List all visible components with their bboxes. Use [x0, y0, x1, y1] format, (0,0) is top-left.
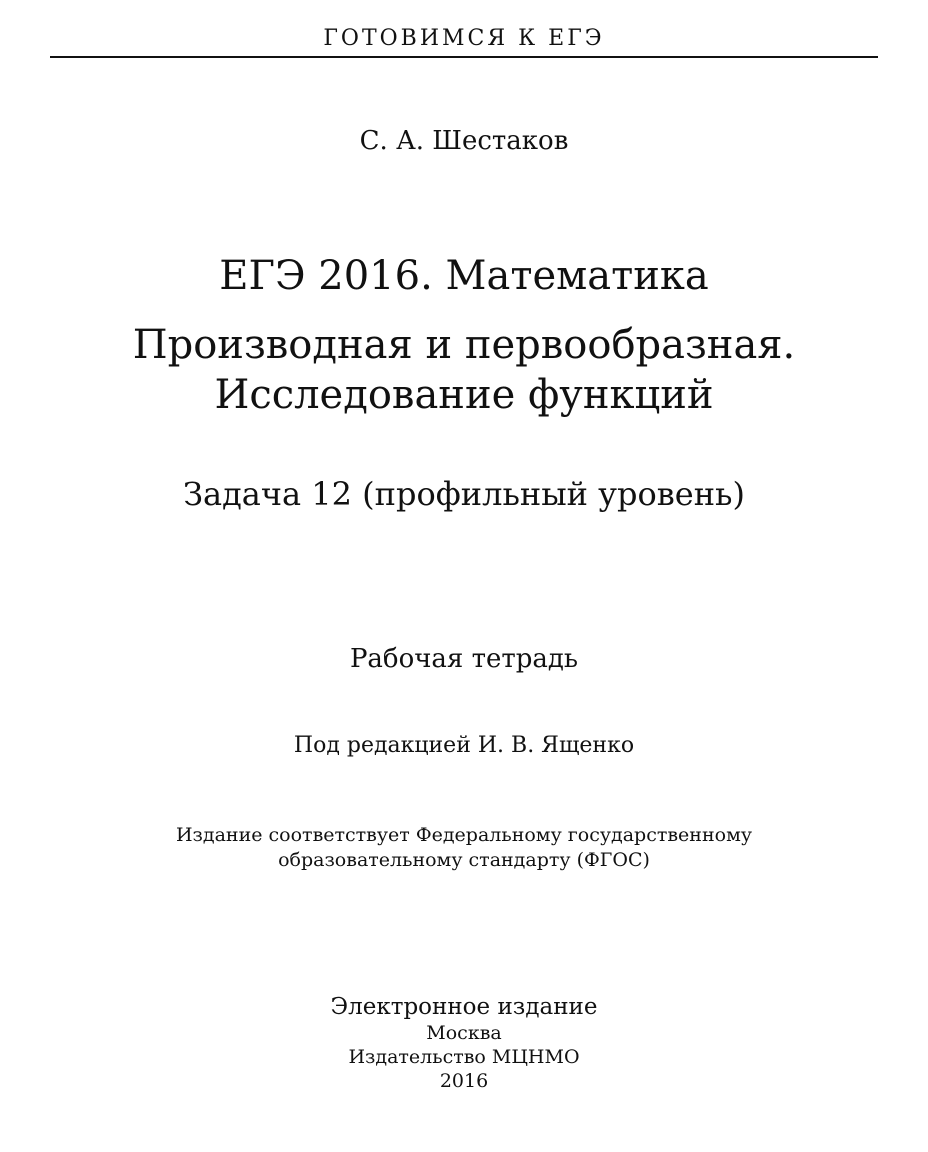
- header-divider: [50, 56, 878, 58]
- compliance-line-2: образовательному стандарту (ФГОС): [278, 849, 650, 871]
- publication-year: 2016: [439, 1070, 489, 1092]
- subtitle-line-2: Исследование функций: [214, 372, 714, 418]
- publication-city: Москва: [426, 1022, 502, 1044]
- book-title: ЕГЭ 2016. Математика: [219, 253, 709, 299]
- author-name: С. А. Шестаков: [359, 126, 569, 156]
- workbook-label: Рабочая тетрадь: [349, 644, 579, 674]
- book-subtitle: [0, 320, 928, 420]
- editor-credit: Под редакцией И. В. Ященко: [293, 733, 635, 758]
- standard-compliance-note: [0, 823, 928, 873]
- subtitle-line-1: Производная и первообразная.: [132, 322, 796, 368]
- task-label: Задача 12 (профильный уровень): [183, 475, 745, 513]
- series-header: ГОТОВИМСЯ К ЕГЭ: [323, 26, 605, 51]
- edition-type: Электронное издание: [330, 994, 598, 1020]
- compliance-line-1: Издание соответствует Федеральному государственному: [175, 824, 753, 846]
- publisher-name: Издательство МЦНМО: [348, 1046, 580, 1068]
